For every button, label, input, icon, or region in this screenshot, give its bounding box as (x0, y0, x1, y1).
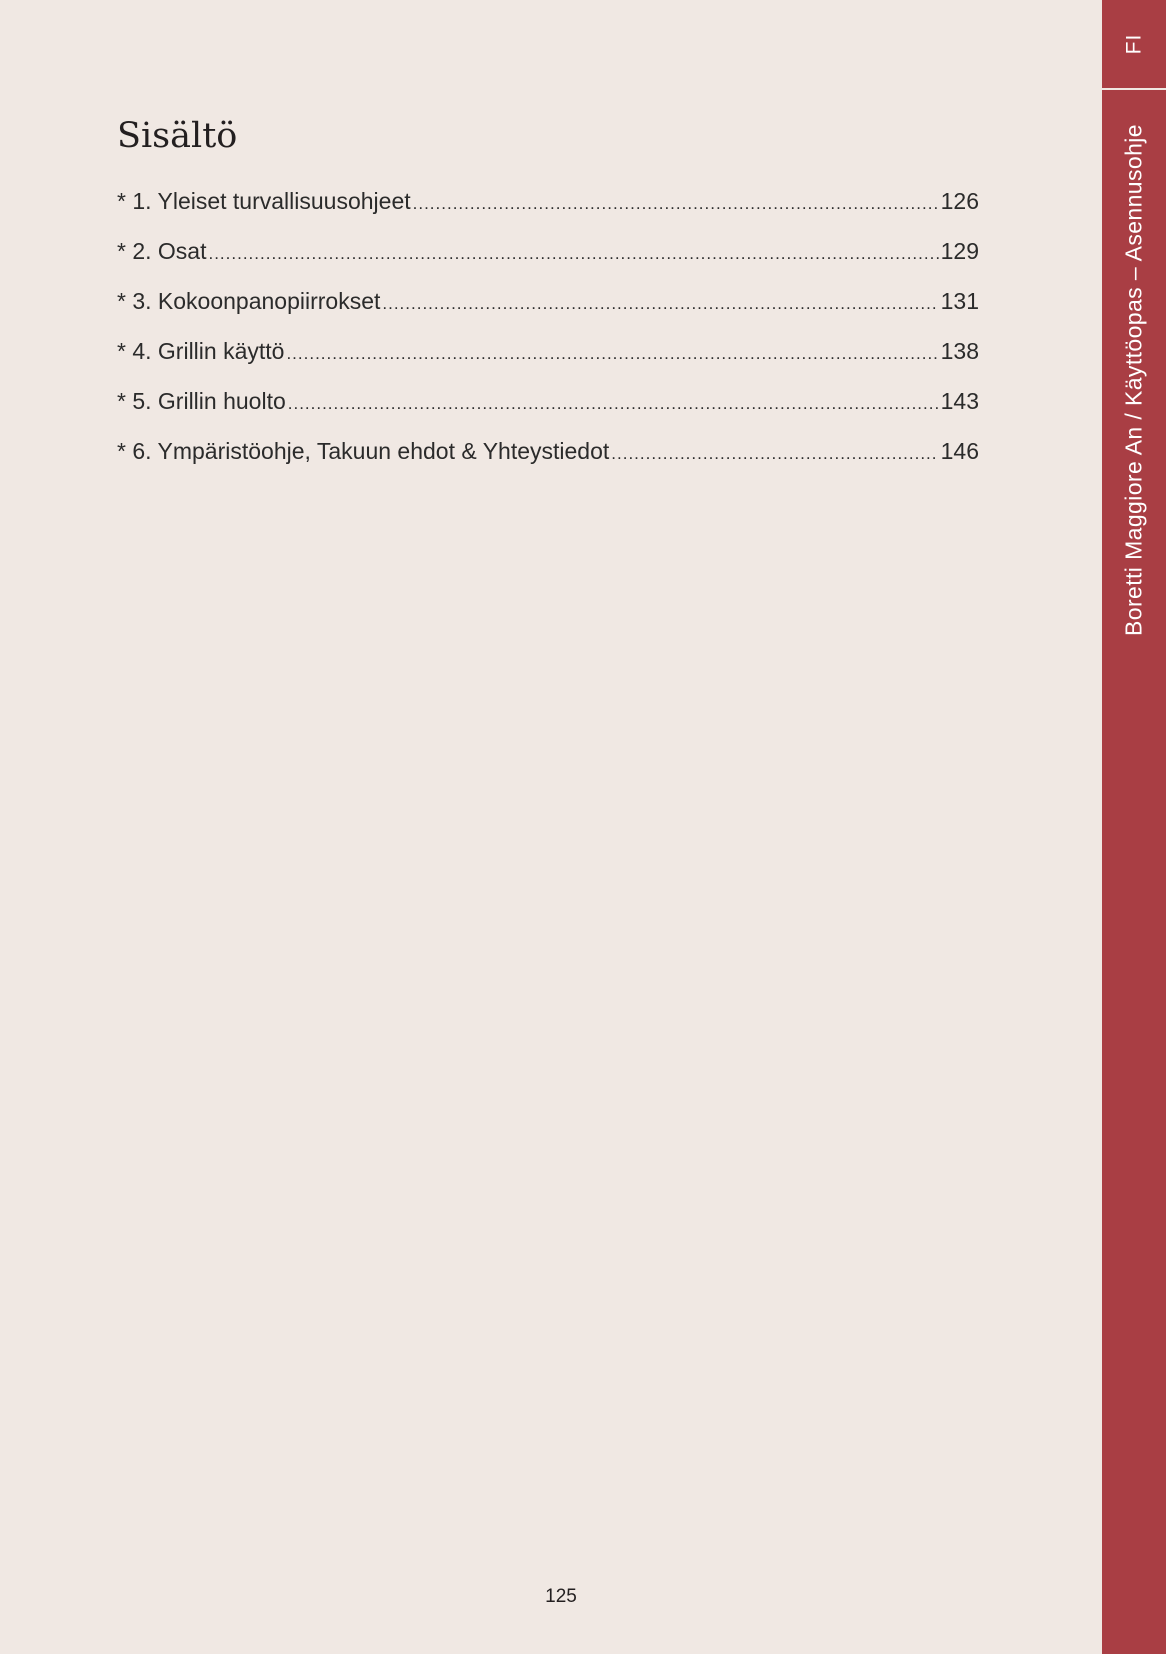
page-number: 125 (545, 1586, 577, 1607)
toc-dot-leader (413, 179, 939, 229)
toc-entry-1[interactable] (117, 176, 979, 226)
toc-entry-page: 126 (940, 188, 979, 214)
language-label: FI (1121, 33, 1145, 55)
toc-entry-page: 146 (940, 438, 979, 464)
language-tab (1102, 0, 1166, 88)
toc-entry-page: 131 (940, 288, 979, 314)
toc-dot-leader (286, 329, 938, 379)
toc-dot-leader (288, 379, 939, 429)
toc-entry-label: * 2. Osat (117, 238, 207, 264)
toc-entry-page: 143 (940, 388, 979, 414)
toc-dot-leader (208, 229, 938, 279)
toc-entry-4[interactable] (117, 326, 979, 376)
toc-entry-5[interactable] (117, 376, 979, 426)
toc-entry-2[interactable] (117, 226, 979, 276)
toc-entry-label: * 5. Grillin huolto (117, 388, 286, 414)
toc-entry-label: * 6. Ympäristöohje, Takuun ehdot & Yhteystiedot (117, 438, 610, 464)
toc-entry-page: 129 (940, 238, 979, 264)
side-band-divider (1102, 88, 1166, 90)
toc-entry-label: * 3. Kokoonpanopiirrokset (117, 288, 381, 314)
side-title-container (1102, 100, 1166, 660)
page-title: Sisältö (117, 116, 238, 156)
toc-entry-label: * 1. Yleiset turvallisuusohjeet (117, 188, 411, 214)
toc-entry-label: * 4. Grillin käyttö (117, 338, 285, 364)
toc-entry-6[interactable] (117, 426, 979, 476)
toc-dot-leader (382, 279, 938, 329)
toc-entry-3[interactable] (117, 276, 979, 326)
side-document-title: Boretti Maggiore An / Käyttöopas – Asennusohje (1120, 124, 1147, 636)
table-of-contents (117, 176, 979, 476)
toc-dot-leader (611, 429, 938, 479)
toc-entry-page: 138 (940, 338, 979, 364)
